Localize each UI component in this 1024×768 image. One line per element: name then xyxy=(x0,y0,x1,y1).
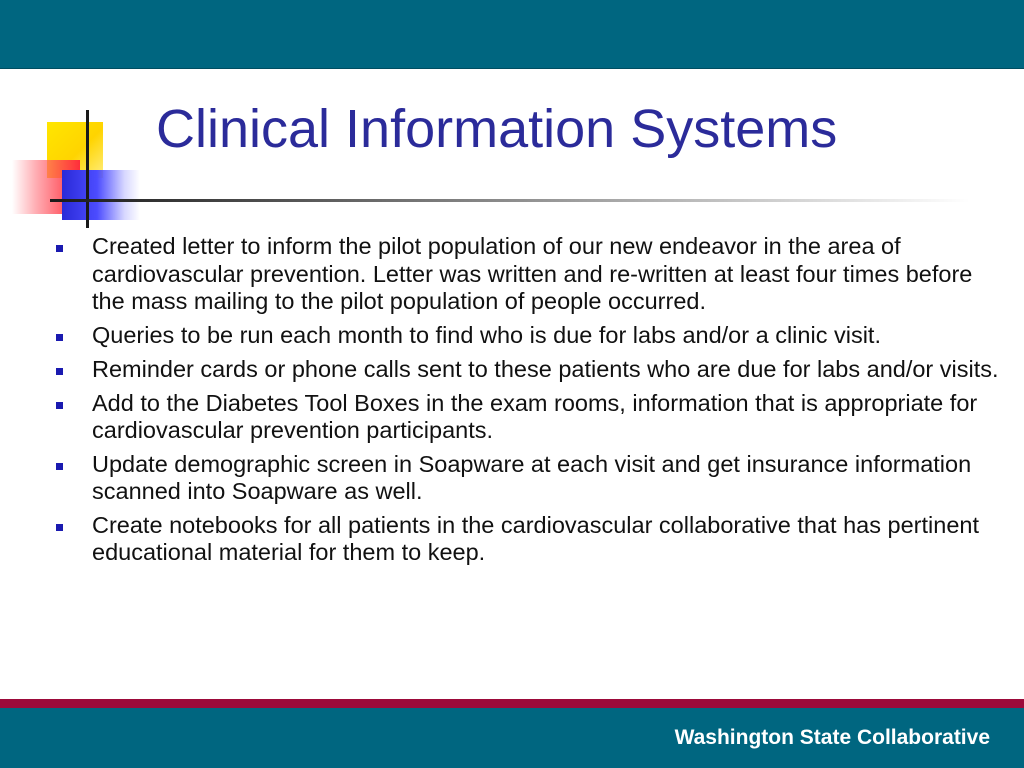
bullet-text: Update demographic screen in Soapware at each visit and get insurance information scanned into Soapware as well. xyxy=(92,450,972,504)
bullet-text: Create notebooks for all patients in the cardiovascular collaborative that has pertinent educational material for them to keep. xyxy=(92,511,979,565)
square-bullet-icon xyxy=(54,451,92,479)
bullet-item xyxy=(54,512,1004,567)
bullet-item xyxy=(54,233,1004,316)
slide-title: Clinical Information Systems xyxy=(156,99,838,159)
title-underline-rule xyxy=(50,199,970,202)
bullet-text: Created letter to inform the pilot population of our new endeavor in the area of cardiovascular prevention. Letter was written and re-written at least four times before the mass mailing to the pilot population of people occurred. xyxy=(92,233,973,314)
bullet-item xyxy=(54,390,1004,445)
bullet-text: Add to the Diabetes Tool Boxes in the exam rooms, information that is appropriate for cardiovascular prevention participants. xyxy=(92,389,978,443)
footer-stripe xyxy=(0,699,1024,708)
bullet-text: Queries to be run each month to find who is due for labs and/or a clinic visit. xyxy=(92,321,881,348)
square-bullet-icon xyxy=(54,390,92,418)
bullet-item xyxy=(54,356,1004,384)
bullet-item xyxy=(54,322,1004,350)
blue-square xyxy=(62,170,140,220)
bullet-list xyxy=(54,233,1004,573)
square-bullet-icon xyxy=(54,322,92,350)
square-bullet-icon xyxy=(54,233,92,261)
square-bullet-icon xyxy=(54,356,92,384)
bullet-text: Reminder cards or phone calls sent to these patients who are due for labs and/or visits. xyxy=(92,355,999,382)
square-bullet-icon xyxy=(54,512,92,540)
decorative-squares-logo xyxy=(0,0,160,230)
footer-organization-name: Washington State Collaborative xyxy=(674,726,990,749)
bullet-item xyxy=(54,451,1004,506)
vertical-rule xyxy=(86,110,89,228)
